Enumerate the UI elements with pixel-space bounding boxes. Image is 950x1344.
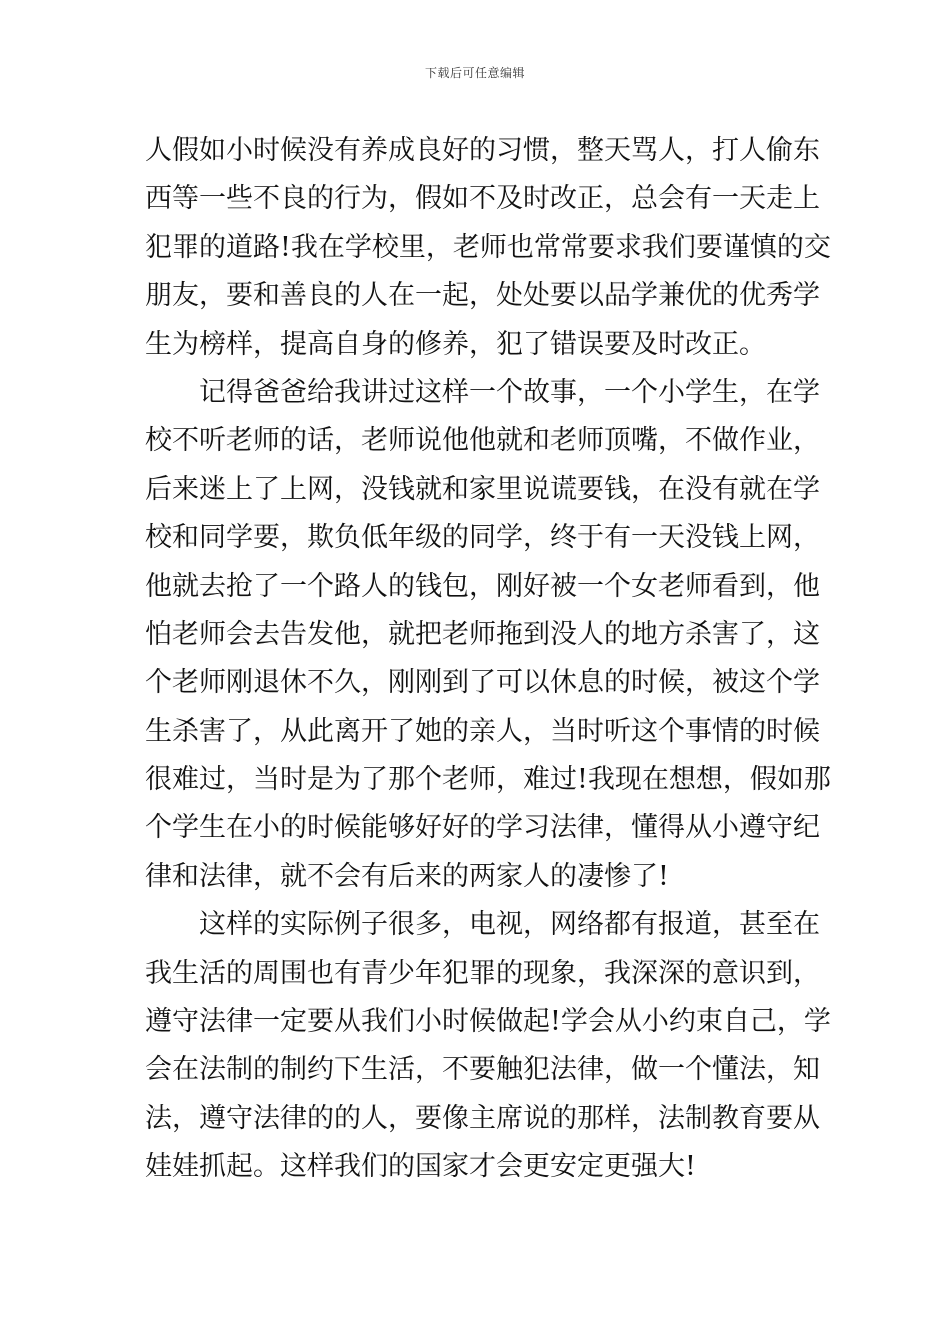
text-line: 很难过，当时是为了那个老师，难过!我现在想想，假如那 (145, 764, 831, 796)
paragraph-3 (145, 901, 831, 1191)
text-line: 娃娃抓起。这样我们的国家才会更安定更强大! (145, 1151, 696, 1183)
text-line: 人假如小时候没有养成良好的习惯，整天骂人，打人偷东 (145, 135, 820, 166)
text-line: 律和法律，就不会有后来的两家人的凄惨了! (145, 860, 669, 892)
text-line: 法，遵守法律的的人，要像主席说的那样，法制教育要从 (145, 1102, 820, 1134)
text-line: 我生活的周围也有青少年犯罪的现象，我深深的意识到， (145, 957, 820, 989)
text-line: 怕老师会去告发他，就把老师拖到没人的地方杀害了，这 (145, 618, 820, 650)
text-line: 他就去抢了一个路人的钱包，刚好被一个女老师看到，他 (145, 570, 820, 602)
text-line: 个老师刚退休不久，刚刚到了可以休息的时候，被这个学 (145, 667, 820, 699)
document-body (145, 127, 831, 1192)
text-line: 西等一些不良的行为，假如不及时改正，总会有一天走上 (145, 183, 820, 215)
text-line: 朋友，要和善良的人在一起，处处要以品学兼优的优秀学 (145, 280, 820, 312)
page-header: 下载后可任意编辑 (424, 66, 525, 80)
paragraph-2 (145, 369, 831, 901)
text-line: 生杀害了，从此离开了她的亲人，当时听这个事情的时候 (145, 715, 820, 747)
text-line: 记得爸爸给我讲过这样一个故事，一个小学生，在学 (199, 376, 820, 408)
text-line: 会在法制的制约下生活，不要触犯法律，做一个懂法，知 (145, 1054, 820, 1086)
text-line: 遵守法律一定要从我们小时候做起!学会从小约束自己，学 (145, 1006, 831, 1038)
text-line: 这样的实际例子很多，电视，网络都有报道，甚至在 (199, 909, 820, 941)
text-line: 个学生在小的时候能够好好的学习法律，懂得从小遵守纪 (145, 812, 820, 844)
text-line: 生为榜样，提高自身的修养，犯了错误要及时改正。 (145, 328, 766, 360)
text-line: 校和同学要，欺负低年级的同学，终于有一天没钱上网， (145, 522, 820, 554)
text-line: 犯罪的道路!我在学校里，老师也常常要求我们要谨慎的交 (145, 231, 831, 263)
text-line: 后来迷上了上网，没钱就和家里说谎要钱，在没有就在学 (145, 473, 820, 505)
paragraph-1 (145, 127, 831, 369)
text-line: 校不听老师的话，老师说他他就和老师顶嘴，不做作业， (145, 425, 820, 457)
